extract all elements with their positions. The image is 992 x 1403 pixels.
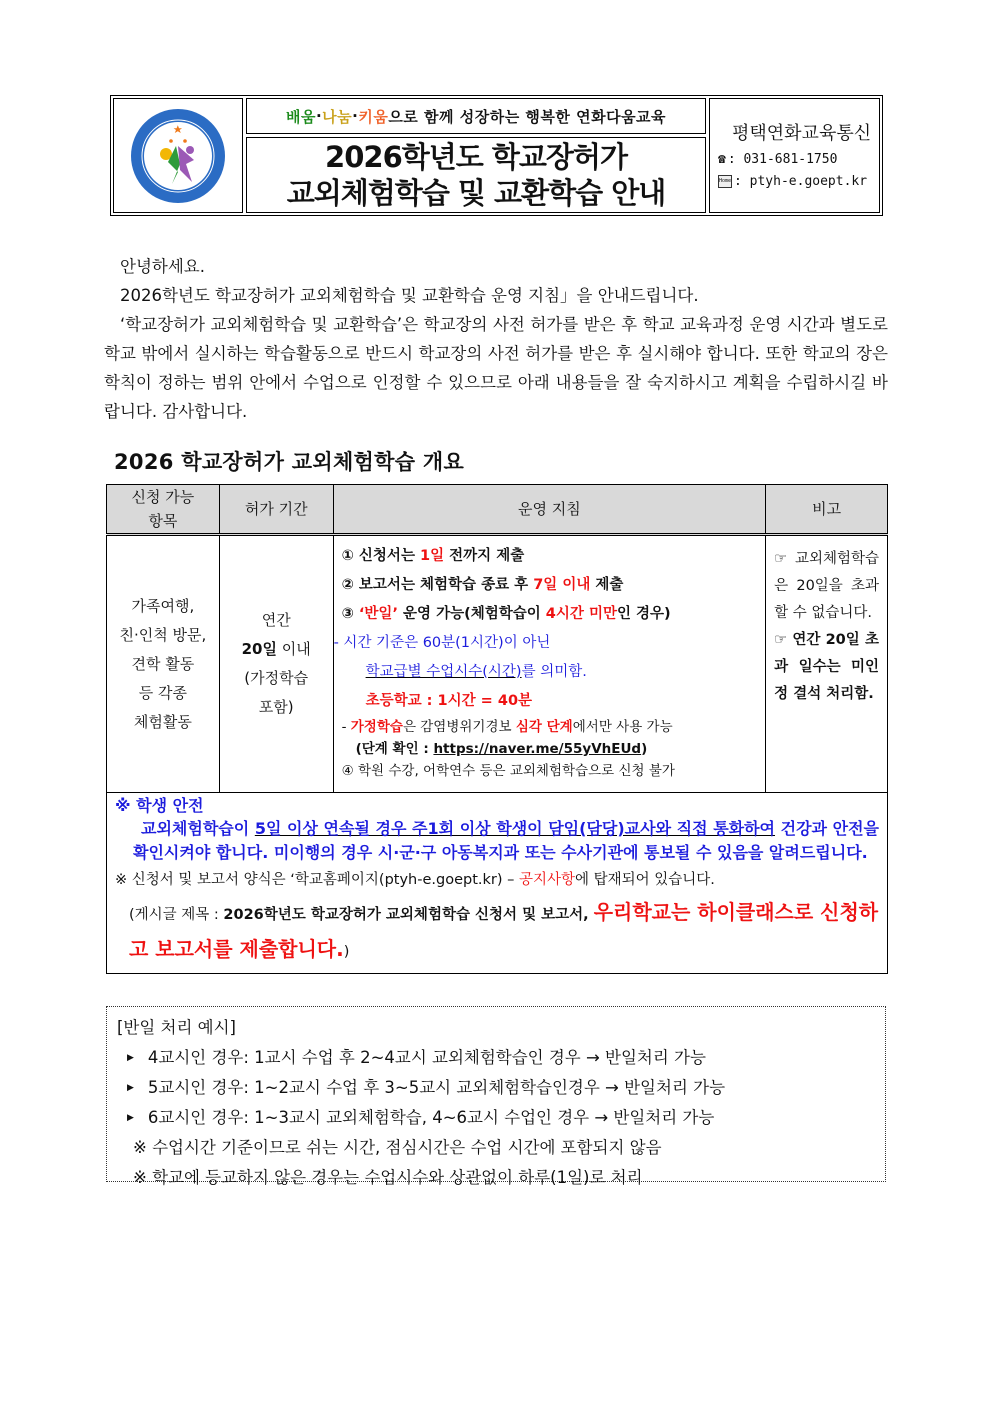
forms-notice: [115, 865, 879, 895]
example-text: 6교시인 경우: 1~3교시 교외체험학습, 4~6교시 수업인 경우 → 반일처리 가능: [147, 1108, 715, 1127]
example-text: 4교시인 경우: 1교시 수업 후 2~4교시 교외체험학습인 경우 → 반일처리 가능: [147, 1048, 706, 1067]
contact-info: [709, 98, 880, 213]
text: ② 보고서는 체험학습 종료 후: [341, 577, 534, 593]
slogan-growing: 키움: [358, 107, 389, 126]
period-text: 연간: [261, 611, 291, 629]
triangle-bullet-icon: ▶: [127, 1053, 134, 1063]
phone-icon: ☎: [718, 151, 726, 167]
intro-text: [104, 252, 888, 426]
text: -: [341, 719, 351, 735]
header-label: 신청 가능: [131, 488, 195, 506]
guide-time-basis: - 시간 기준은 60분(1시간)이 아닌: [333, 635, 551, 651]
slogan-separator: ·: [315, 107, 323, 125]
period-cell: [219, 535, 333, 793]
slogan: [246, 98, 706, 134]
remarks-cell: [766, 535, 888, 793]
remark-2: ☞ 연간 20일 초과 일수는 미인정 결석 처리함.: [774, 632, 879, 702]
example-title: [반일 처리 예시]: [117, 1018, 236, 1037]
school-emblem-icon: [128, 106, 228, 206]
guide-3: [342, 600, 758, 629]
guide-4: ④ 학원 수강, 어학연수 등은 교외체험학습으로 신청 불가: [341, 763, 675, 779]
table-footer-row: [107, 793, 888, 974]
triangle-bullet-icon: ▶: [127, 1083, 134, 1093]
guide-class-hours: [342, 658, 758, 687]
example-note: ※ 수업시간 기준이므로 쉬는 시간, 점심시간은 수업 시간에 포함되지 않음: [133, 1138, 662, 1157]
safety-body: [115, 817, 879, 865]
safety-heading: ※ 학생 안전: [115, 796, 204, 815]
text: 인 경우): [616, 606, 671, 622]
example-row: [117, 1043, 875, 1073]
newsletter-name: 평택연화교육통신: [732, 122, 872, 144]
period-bold: 20일: [241, 640, 277, 658]
header-label: 항목: [148, 512, 178, 530]
text: (단계 확인 :: [355, 741, 434, 757]
text: 를 의미함.: [521, 664, 587, 680]
intro-paragraph-2: ‘학교장허가 교외체험학습 및 교환학습’은 학교장의 사전 허가를 받은 후 학교 교육과정 운영 시간과 별도로 학교 밖에서 실시하는 학습활동으로 반드시 학교장의 사전 허가를 받은 후 실시해야 합니다. 또한 학교의 장은 학칙이 정하는 범위 안에서 수업으로 인정할 수 있으므로 아래 내용들을 잘 숙지하시고 계획을 수립하시길 바랍니다. 감사합니다.: [104, 315, 888, 421]
page-title: [246, 137, 706, 213]
text: 교외체험학습이: [141, 819, 255, 838]
website-line: [718, 171, 879, 193]
highlight: ‘반일’: [358, 606, 398, 622]
item: 견학 활동: [131, 654, 195, 673]
header-eligible-items: [107, 485, 220, 535]
slogan-separator: ·: [352, 107, 359, 125]
safety-and-forms-cell: [107, 793, 888, 974]
slogan-rest: 으로 함께 성장하는 행복한 연화다움교육: [388, 107, 667, 126]
notice-board-link[interactable]: 공지사항: [518, 872, 576, 888]
period-text: (가정학습: [244, 669, 309, 687]
example-text: 5교시인 경우: 1~2교시 수업 후 3~5교시 교외체험학습인경우 → 반일처리 가능: [147, 1078, 726, 1097]
logo-cell: [113, 98, 243, 213]
slogan-learning: 배움: [285, 107, 316, 126]
header-remarks: 비고: [766, 485, 888, 535]
home-icon: Home: [718, 175, 732, 188]
text: 제출: [590, 577, 624, 593]
title-line-1: 2026학년도 학교장허가: [325, 140, 627, 174]
text: 2026: [223, 907, 264, 923]
text: 학년도 학교장허가 교외체험학습 신청서 및 보고서,: [263, 907, 594, 923]
stage-check-link[interactable]: https://naver.me/55yVhEUd: [433, 741, 642, 757]
post-title-notice: [115, 895, 879, 969]
intro-paragraph-1: 2026학년도 학교장허가 교외체험학습 및 교환학습 운영 지침」을 안내드립니다.: [120, 286, 699, 305]
title-line-2: 교외체험학습 및 교환학습 안내: [286, 176, 666, 210]
text: 건강과 안전을 확인시켜야 합니다. 미이행의 경우 시·군·구 아동복지과 또는 수사기관에 통보될 수 있음을 알려드립니다.: [133, 819, 879, 862]
period-text: 이내: [277, 640, 311, 658]
text: ): [641, 741, 648, 757]
text: ): [343, 944, 350, 960]
text: 에서만 사용 가능: [572, 719, 673, 735]
overview-table: [106, 484, 888, 974]
text: ※ 신청서 및 보고서 양식은 ‘학교홈페이지(ptyh-e.goept.kr) –: [115, 872, 519, 888]
header-period: 허가 기간: [219, 485, 333, 535]
newsletter-header: [110, 95, 883, 216]
item: 체험활동: [133, 712, 192, 731]
period-text: 포함): [258, 698, 294, 716]
guide-1: [342, 542, 758, 571]
highlight: 4시간 미만: [545, 606, 617, 622]
guide-elementary-hour: 초등학교 : 1시간 = 40분: [365, 693, 533, 709]
highlight: 1일: [420, 548, 445, 564]
text: (게시글 제목 :: [129, 907, 224, 923]
header-middle: [246, 98, 706, 213]
greeting: 안녕하세요.: [120, 257, 205, 276]
text: 전까지 제출: [444, 548, 525, 564]
period-days: [220, 635, 333, 664]
underlined-text: 학교급별 수업시수(시간): [365, 664, 522, 680]
text: 은 감염병위기경보: [402, 719, 516, 735]
hiclass-notice: 우리학교는 하이클래스로 신청하고 보고서를 제출합니다.: [129, 900, 879, 961]
item: 친·인척 방문,: [119, 625, 207, 644]
text: ③: [341, 606, 359, 622]
remark-1: ☞ 교외체험학습은 20일을 초과할 수 없습니다.: [774, 551, 879, 621]
example-note: ※ 학교에 등교하지 않은 경우는 수업시수와 상관없이 하루(1일)로 처리: [133, 1168, 643, 1187]
slogan-sharing: 나눔: [322, 107, 353, 126]
half-day-example-box: [106, 1006, 886, 1187]
item: 가족여행,: [131, 596, 195, 615]
item: 등 각종: [138, 683, 188, 702]
section-title: 2026 학교장허가 교외체험학습 개요: [114, 450, 465, 474]
example-row: [117, 1073, 875, 1103]
guide-stage-check: [342, 738, 758, 760]
phone-line: [718, 149, 879, 171]
table-header-row: [107, 485, 888, 535]
eligible-items-cell: [107, 535, 220, 793]
text: 에 탑재되어 있습니다.: [575, 872, 715, 888]
text: ① 신청서는: [341, 548, 420, 564]
triangle-bullet-icon: ▶: [127, 1113, 134, 1123]
guide-home-learning: [342, 716, 758, 738]
underlined-text: 5일 이상 연속될 경우 주1회 이상 학생이 담임(담당)교사와 직접 통화하여: [254, 819, 776, 838]
example-row: [117, 1103, 875, 1133]
guide-2: [342, 571, 758, 600]
guidelines-cell: [333, 535, 766, 793]
highlight: 가정학습: [350, 719, 403, 735]
phone-number: : 031-681-1750: [727, 151, 838, 167]
table-row: [107, 535, 888, 793]
header-guidelines: 운영 지침: [333, 485, 766, 535]
highlight: 심각 단계: [515, 719, 573, 735]
text: 운영 가능(체험학습이: [397, 606, 546, 622]
highlight: 7일 이내: [533, 577, 591, 593]
website-link[interactable]: : ptyh-e.goept.kr: [734, 173, 868, 189]
